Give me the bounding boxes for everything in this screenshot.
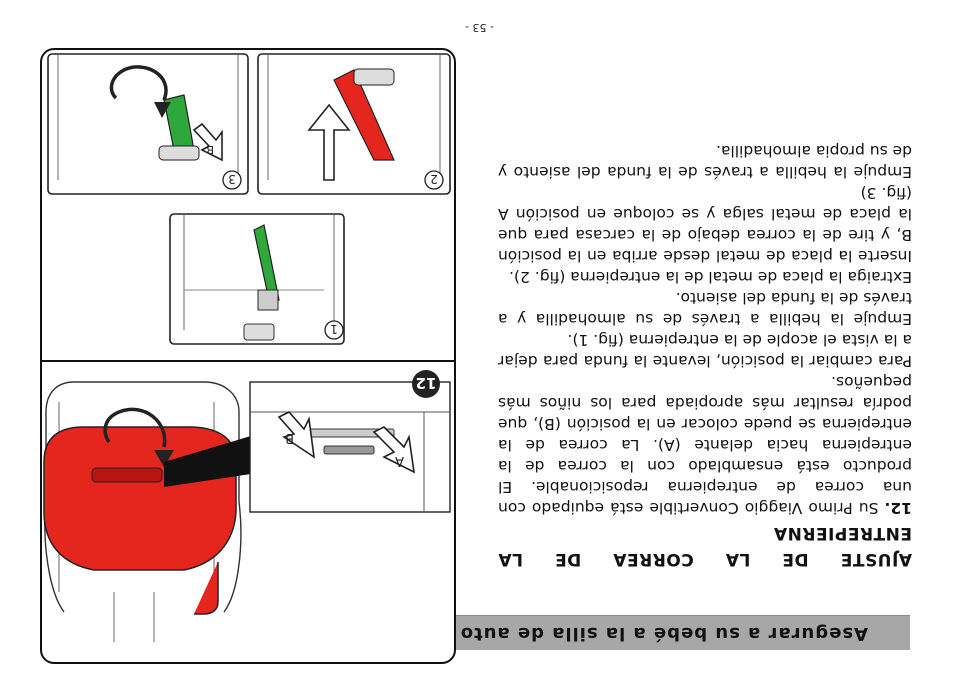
intro-text: Su Primo Viaggio Convertible está equipado con una correa de entrepierna reposicionable. El producto está ensamblado con la correa de la entrepierna hacia delante (A). La correa de la entrepierna se puede colocar en la posición (B), que podría resultar más apropiada para los niños más pequeños.: [498, 373, 912, 517]
fig-3-label-b: B: [206, 143, 214, 156]
figure-divider: [42, 360, 454, 362]
step-text: Empuje la hebilla a través de la funda del asiento y de su propia almohadilla.: [498, 142, 912, 181]
intro-paragraph: [498, 371, 912, 518]
step-text: Extraiga la placa de metal de la entrepierna (fig. 2).: [509, 268, 912, 286]
fig-1: [170, 214, 344, 344]
figure-panel: [40, 48, 456, 664]
step-text: Para cambiar la posición, levante la funda para dejar a la vista el acople de la entrepierna (fig. 1).: [498, 331, 912, 370]
fig-1-number: 1: [330, 322, 338, 336]
section-title-line1: AJUSTE DE LA CORREA DE LA: [498, 549, 912, 569]
main-illustration: [42, 362, 454, 662]
label-b: B: [285, 430, 294, 445]
section-title-line2: ENTREPIERNA: [773, 523, 912, 543]
step-number: 12.: [884, 499, 912, 517]
position-slot: [324, 446, 374, 454]
fig-2: [258, 54, 450, 194]
fig-2-number: 2: [430, 172, 438, 186]
fig-3: [48, 54, 248, 194]
seat-cover: [44, 427, 236, 570]
figure-number: 12: [415, 374, 437, 392]
step-illustrations: [42, 50, 454, 360]
step-text: Empuje la hebilla a través de su almohadilla y a través de la funda del asiento.: [498, 289, 912, 328]
step-text: Inserte la placa de metal desde arriba en la posición B, y tire de la correa debajo de la carcasa para que la placa de metal salga y se coloque en posición A (fig. 3): [498, 184, 912, 265]
section-title: [498, 548, 912, 570]
label-a: A: [395, 453, 404, 468]
buckle-slot: [92, 468, 162, 482]
fig-3-number: 3: [228, 172, 236, 186]
section-header-title: Asegurar a su bebé a la silla de auto: [459, 623, 868, 644]
page-number: - 53 -: [465, 21, 494, 34]
instructions-column: [498, 140, 912, 570]
